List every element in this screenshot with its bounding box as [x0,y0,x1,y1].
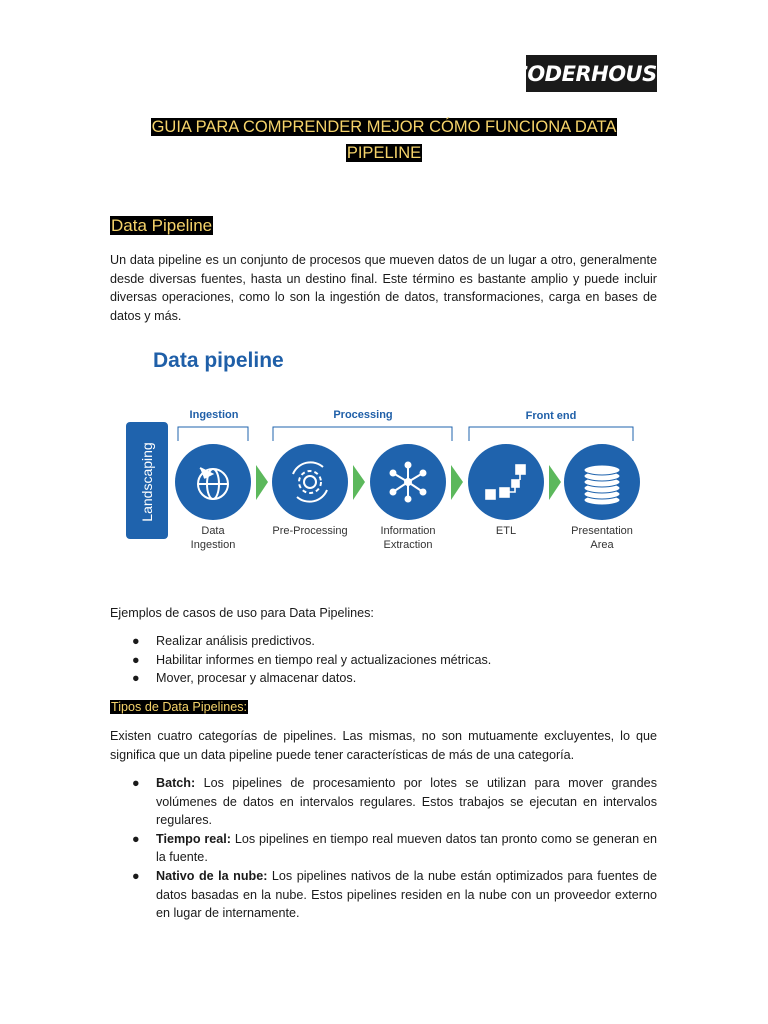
list-item [110,651,657,670]
list-item [110,669,657,688]
title-line-1: GUIA PARA COMPRENDER MEJOR CÓMO FUNCIONA DATA [151,118,617,136]
types-heading-text: Tipos de Data Pipelines: [111,700,248,714]
step-label-5-line1: Presentation [571,525,633,537]
intro-paragraph: Un data pipeline es un conjunto de procesos que mueven datos de un lugar a otro, generalmente desde diversas fuentes, hasta un destino final. Este término es bastante amplio y puede incluir diversas operaciones, como lo son la ingestión de datos, transformaciones, carga en bases de datos y más. [110,253,657,323]
list-item-text: Realizar análisis predictivos. [156,634,315,648]
type-text: Los pipelines en tiempo real mueven datos tan pronto como se generan en la fuente. [156,831,658,865]
group-label-front-end: Front end [525,410,577,422]
group-label-ingestion: Ingestion [189,409,239,421]
bullet-icon: ● [132,652,140,667]
type-text: Los pipelines de procesamiento por lotes se utilizan para mover grandes volúmenes de datos en intervalos regulares. Estos trabajos se ejecutan en intervalos regulares. [156,776,657,828]
step-label-1-line1: Data [201,525,225,537]
examples-list [110,632,657,688]
step-label-5-line2: Area [590,539,614,551]
section-heading [110,214,213,238]
bullet-icon: ● [132,634,140,648]
type-term: Tiempo real: [156,831,232,846]
data-pipeline-diagram [120,340,640,560]
bracket-ingestion [178,427,248,441]
arrow-2 [353,465,365,500]
section-heading-text: Data Pipeline [111,216,213,235]
examples-lead: Ejemplos de casos de uso para Data Pipelines: [110,606,374,620]
arrow-4 [549,465,561,500]
type-term: Nativo de la nube: [156,868,268,883]
step-label-3-line1: Information [380,525,436,537]
step-label-1-line2: Ingestion [190,539,236,551]
types-heading [110,698,248,717]
database-icon [584,465,620,505]
step-circle-2 [272,444,348,520]
step-circle-1 [175,444,251,520]
group-label-processing: Processing [333,409,393,421]
arrow-1 [256,465,268,500]
coderhouse-logo: CODERHOUSE [526,55,657,92]
step-label-4-line1: ETL [495,525,517,537]
bullet-icon: ● [132,868,140,883]
bullet-icon: ● [132,776,140,790]
title-line-2: PIPELINE [346,144,422,162]
type-term: Batch: [156,776,196,790]
diagram-title: Data pipeline [153,349,284,372]
list-item [110,774,657,830]
list-item-text: Mover, procesar y almacenar datos. [156,671,357,686]
type-text: Los pipelines nativos de la nube están optimizados para fuentes de datos basadas en la nube. Estos pipelines residen en la nube con un proveedor externo en lugar de internamente. [156,868,658,921]
arrow-3 [451,465,463,500]
list-item [110,830,657,867]
list-item [110,867,657,923]
list-item [110,632,657,651]
list-item-text: Habilitar informes en tiempo real y actualizaciones métricas. [156,652,492,667]
types-intro: Existen cuatro categorías de pipelines. Las mismas, no son mutuamente excluyentes, lo que significa que un data pipeline puede tener características de más de una categoría. [110,729,657,762]
landscaping-label: Landscaping [139,442,155,522]
bracket-processing [273,427,452,441]
step-label-3-line2: Extraction [383,539,433,551]
types-list [110,774,657,923]
bullet-icon: ● [132,671,140,686]
bullet-icon: ● [132,831,140,846]
bracket-front-end [469,427,633,441]
step-circle-4 [468,444,544,520]
step-label-2-line1: Pre-Processing [272,525,348,537]
document-title [110,114,658,166]
